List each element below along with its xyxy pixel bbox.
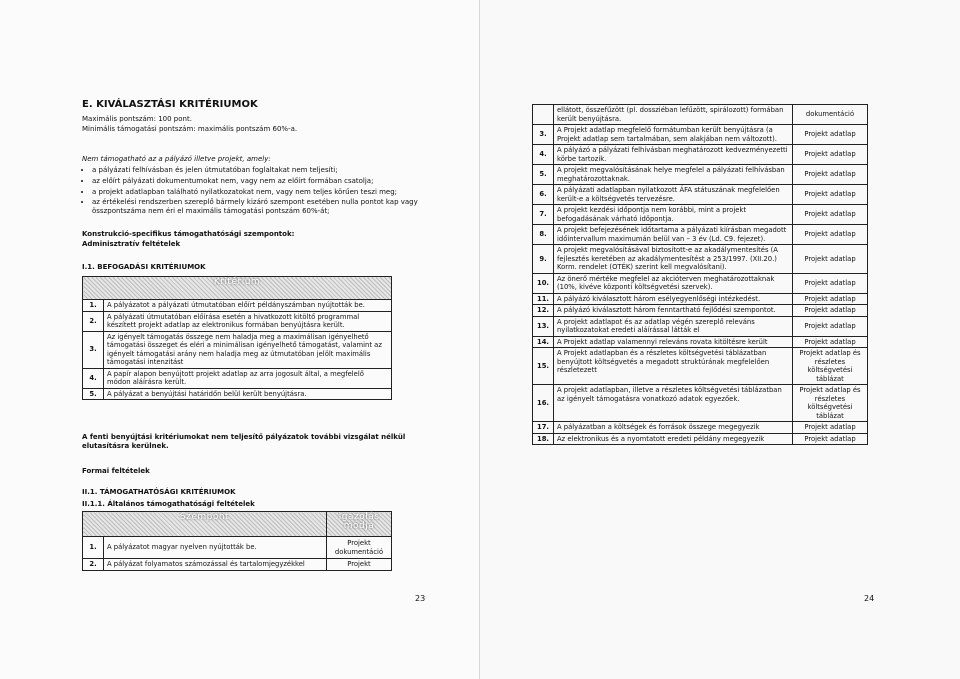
admin-heading: Adminisztratív feltételek bbox=[82, 240, 181, 248]
table-row: 1. A pályázatot a pályázati útmutatóban előírt példányszámban nyújtották be. bbox=[83, 300, 392, 312]
list-item: • a pályázati felhívásban és jelen útmutatóban foglaltakat nem teljesíti; bbox=[92, 165, 432, 176]
table-row: 13. A projekt adatlapot és az adatlap végén szereplő releváns nyilatkozatokat eredeti aláírással látták el Projekt adatlap bbox=[533, 316, 868, 336]
table-header: Szempont bbox=[83, 512, 327, 537]
table-row: 14. A Projekt adatlap valamennyi releváns rovata kitöltésre került Projekt adatlap bbox=[533, 336, 868, 348]
heading-ii1: II.1. TÁMOGATHATÓSÁGI KRITÉRIUMOK bbox=[82, 488, 236, 496]
intro-text: Nem támogatható az a pályázó illetve projekt, amely: bbox=[82, 155, 271, 163]
page-number: 23 bbox=[415, 594, 426, 603]
konstrukcio-heading: Konstrukció-specifikus támogathatósági szempontok: bbox=[82, 230, 295, 238]
rejection-note: A fenti benyújtási kritériumokat nem teljesítő pályázatok további vizsgálat nélkül elutasításra kerülnek. bbox=[82, 433, 406, 450]
tamogathatosagi-table bbox=[82, 511, 392, 571]
table-row: 2. A pályázati útmutatóban előírása esetén a hivatkozott kitöltő programmal készített projekt adatlap az elektronikus formában benyújtásra került. bbox=[83, 311, 392, 331]
table-row: 5. A pályázat a benyújtási határidőn belül került benyújtásra. bbox=[83, 388, 392, 400]
heading-ii11: II.1.1. Általános támogathatósági feltételek bbox=[82, 500, 255, 508]
page-number: 24 bbox=[864, 594, 875, 603]
table-row: 6. A pályázati adatlapban nyilatkozott ÁFA státuszának megfelelően került-e a költségvetés tervezésre. Projekt adatlap bbox=[533, 185, 868, 205]
table-row: 7. A projekt kezdési időpontja nem korábbi, mint a projekt befogadásának várható időpontja. Projekt adatlap bbox=[533, 205, 868, 225]
table-row: 5. A projekt megvalósításának helye megfelel a pályázati felhívásban meghatározottaknak. Projekt adatlap bbox=[533, 165, 868, 185]
table-row: 2. A pályázat folyamatos számozással és tartalomjegyzékkel Projekt bbox=[83, 559, 392, 571]
table-row: 11. A pályázó kiválasztott három esélyegyenlőségi intézkedést. Projekt adatlap bbox=[533, 293, 868, 305]
formai-heading: Formai feltételek bbox=[82, 467, 150, 475]
tamogathatosagi-table-continued bbox=[532, 104, 868, 445]
befogadasi-table bbox=[82, 276, 392, 400]
list-item: • az előírt pályázati dokumentumokat nem, vagy nem az előírt formában csatolja; bbox=[92, 176, 432, 187]
min-points: Minimális támogatási pontszám: maximális pontszám 60%-a. bbox=[82, 125, 298, 133]
heading-i1: I.1. BEFOGADÁSI KRITÉRIUMOK bbox=[82, 263, 206, 271]
section-title: E. KIVÁLASZTÁSI KRITÉRIUMOK bbox=[82, 99, 258, 110]
table-row: ellátott, összefűzött (pl. dossziéban lefűzött, spirálozott) formában került benyújtásra. dokumentáció bbox=[533, 105, 868, 125]
exclusion-list bbox=[82, 165, 432, 216]
table-row: 3. A Projekt adatlap megfelelő formátumban került benyújtásra (a Projekt adatlap sem tartalmában, sem alakjában nem változott). Projekt adatlap bbox=[533, 125, 868, 145]
table-row: 8. A projekt befejezésének időtartama a pályázati kiírásban megadott időintervallum maximumán belül van – 3 év (Ld. C9. fejezet). Projekt adatlap bbox=[533, 225, 868, 245]
page-divider bbox=[479, 0, 480, 679]
table-row: 9. A projekt megvalósításával biztosított-e az akadálymentesítés (A fejlesztés keretében az akadálymentesítést a 253/1997. (XII.20.) Korm. rendelet (OTÉK) szerint kell megvalósítani). Projekt adatlap bbox=[533, 245, 868, 274]
table-row: 10. Az önerő mértéke megfelel az akcióterven meghatározottaknak (10%, kivéve központi költségvetési szervek). Projekt adatlap bbox=[533, 273, 868, 293]
max-points: Maximális pontszám: 100 pont. bbox=[82, 115, 192, 123]
table-row: 18. Az elektronikus és a nyomtatott eredeti példány megegyezik Projekt adatlap bbox=[533, 433, 868, 445]
table-row: 15. A Projekt adatlapban és a részletes költségvetési táblázatban benyújtott költségvetés a megadott struktúrának megfelelően részletezett Projekt adatlap és részletes költségvetési táblázat bbox=[533, 348, 868, 385]
list-item: • az értékelési rendszerben szereplő bármely kizáró szempont esetében nulla pontot kap vagy összpontszáma nem éri el maximális támogatási pontszám 60%-át; bbox=[92, 198, 432, 216]
table-row: 4. A pályázó a pályázati felhívásban meghatározott kedvezményezetti körbe tartozik. Projekt adatlap bbox=[533, 145, 868, 165]
table-row: 4. A papír alapon benyújtott projekt adatlap az arra jogosult által, a megfelelő módon aláírásra került. bbox=[83, 368, 392, 388]
list-item: • a projekt adatlapban található nyilatkozatokat nem, vagy nem teljes körűen teszi meg; bbox=[92, 187, 432, 198]
table-header: Kritérium bbox=[83, 277, 392, 300]
table-row: 3. Az igényelt támogatás összege nem haladja meg a maximálisan igényelhető támogatási összeget és eléri a minimálisan igényelhető támogatást, valamint az igényelt támogatási arány nem haladja meg az útmutatóban jelölt maximális támogatási intenzitást bbox=[83, 331, 392, 368]
table-row: 12. A pályázó kiválasztott három fenntartható fejlődési szempontot. Projekt adatlap bbox=[533, 305, 868, 317]
table-row: 1. A pályázatot magyar nyelven nyújtották be. Projekt dokumentáció bbox=[83, 537, 392, 559]
table-row: 16. A projekt adatlapban, illetve a részletes költségvetési táblázatban az igényelt támogatásra vonatkozó adatok egyezőek. Projekt adatlap és részletes költségvetési táblázat bbox=[533, 385, 868, 422]
table-header: Igazolás módja bbox=[327, 512, 392, 537]
table-row: 17. A pályázatban a költségek és források összege megegyezik Projekt adatlap bbox=[533, 422, 868, 434]
